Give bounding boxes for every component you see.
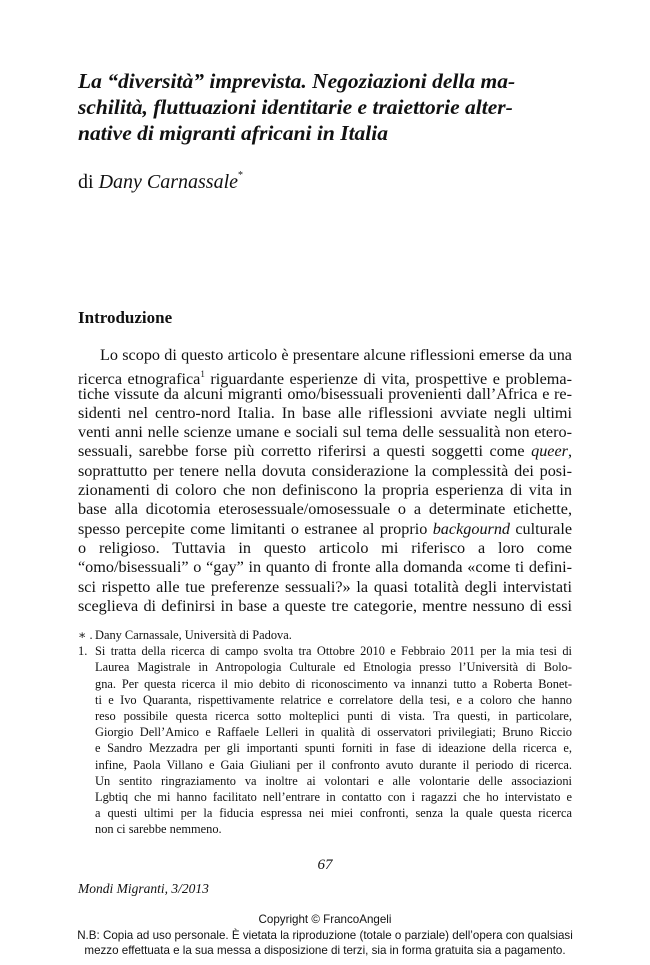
body-line bbox=[78, 462, 572, 481]
body-line-text: riguardante esperienze di vita, prospettive e problema- bbox=[204, 370, 572, 389]
emphasized-term: queer bbox=[531, 442, 568, 461]
body-line-text: sceglieva di definirsi in base a queste tre categorie, mentre nessuno di essi bbox=[78, 596, 572, 615]
title-line: native di migranti africani in Italia bbox=[78, 121, 388, 145]
body-line bbox=[78, 442, 572, 461]
footnote bbox=[78, 627, 572, 643]
body-line bbox=[78, 481, 572, 500]
body-line-text: , bbox=[567, 442, 572, 461]
section-heading: Introduzione bbox=[78, 308, 173, 327]
copyright-line: Copyright © FrancoAngeli bbox=[258, 913, 392, 926]
body-line-text: “omo/bisessuali” o “gay” in quanto di fronte alla domanda «come ti defini- bbox=[78, 558, 572, 577]
body-line bbox=[78, 423, 572, 442]
body-line bbox=[78, 500, 572, 519]
body-line-text: tiche vissute da alcuni migranti omo/bisessuali provenienti dall’Africa e re- bbox=[78, 384, 572, 403]
footnote-line: ti e Ivo Quaranta, rispettivamente relatrice e correlatore della tesi, e a coloro che hanno bbox=[95, 692, 572, 707]
footnote-marker: ∗ . bbox=[78, 628, 93, 642]
body-line bbox=[78, 385, 572, 404]
footnote-line: Giorgio Dell’Amico e Raffaele Lelleri in qualità di osservatori privilegiati; Bruno Riccio bbox=[95, 725, 572, 740]
footnote-marker: 1. bbox=[78, 644, 88, 659]
body-line bbox=[78, 520, 572, 539]
footnote-line: Lgbtiq che mi hanno facilitato nell’entrare in contatto con i ragazzi che ho intervistato e bbox=[95, 789, 572, 804]
author-byline bbox=[78, 170, 243, 194]
body-paragraph bbox=[78, 346, 572, 616]
footnotes bbox=[78, 627, 572, 837]
body-line-text: venti anni nelle scienze umane e sociali sul tema delle sessualità non etero- bbox=[78, 423, 572, 442]
footnote-line: infine, Paola Villano e Gaia Giuliani per il confronto avuto durante il periodo di ricerca. bbox=[95, 757, 572, 772]
body-line bbox=[78, 578, 572, 597]
author-name: Dany Carnassale bbox=[98, 171, 239, 193]
copyright-line: mezzo effettuata e la sua messa a disposizione di terzi, sia in forma gratuita sia a pagamento. bbox=[84, 944, 566, 957]
body-line-text: sci rispetto alle tue preferenze sessuali?» la quasi totalità degli intervistati bbox=[78, 577, 572, 596]
body-line-text: spesso percepite come limitanti o estranee al proprio bbox=[78, 519, 433, 538]
footnote bbox=[78, 643, 572, 837]
body-line-text: sessuali, sarebbe forse più corretto riferirsi a questi soggetti come bbox=[78, 442, 532, 461]
body-line bbox=[78, 597, 572, 616]
page-number: 67 bbox=[317, 857, 333, 873]
body-line-text: zionamenti di coloro che non definiscono la propria esperienza di vita in bbox=[78, 481, 572, 500]
footnote-line: a questi ultimi per la fiducia espressa nei miei confronti, senza la quale questa ricerca bbox=[95, 806, 572, 821]
footnote-text bbox=[95, 643, 572, 837]
footnote-line: Dany Carnassale, Università di Padova. bbox=[95, 628, 292, 642]
author-footnote-mark: * bbox=[238, 170, 244, 181]
body-line-text: sidenti nel centro-nord Italia. In base alle riflessioni avviate negli ultimi bbox=[78, 403, 572, 422]
body-line bbox=[78, 346, 572, 365]
author-prefix: di bbox=[78, 171, 94, 193]
body-line-text: soprattutto per tenere nella dovuta considerazione la complessità dei posi- bbox=[78, 461, 572, 480]
title-line: schilità, fluttuazioni identitarie e traiettorie alter- bbox=[78, 95, 513, 119]
body-line-text: base alla dicotomia eterosessuale/omosessuale o a determinate etichette, bbox=[78, 500, 572, 519]
footnote-line: reso possibile questa ricerca sotto molteplici punti di vista. Tra questi, in particolare, bbox=[95, 708, 572, 723]
footnote-reference: 1 bbox=[200, 369, 205, 380]
body-line-text: ricerca etnografica bbox=[78, 370, 201, 389]
body-line bbox=[78, 365, 572, 389]
footnote-line: Un sentito ringraziamento va inoltre ai volontari e alle volontarie delle associazioni bbox=[95, 773, 572, 788]
footnote-text bbox=[95, 627, 572, 643]
body-line-text: culturale bbox=[510, 519, 572, 538]
title-line: La “diversità” imprevista. Negoziazioni della ma- bbox=[78, 69, 516, 93]
body-line-text: Lo scopo di questo articolo è presentare alcune riflessioni emerse da una bbox=[100, 346, 572, 364]
body-line bbox=[78, 558, 572, 577]
body-line bbox=[78, 539, 572, 558]
footnote-line: e Sandro Mezzadra per gli importanti spunti forniti in fase di ideazione della ricerca e, bbox=[95, 741, 572, 756]
copyright-line: N.B: Copia ad uso personale. È vietata la riproduzione (totale o parziale) dell’opera con qualsiasi bbox=[77, 928, 573, 942]
footnote-line: Si tratta della ricerca di campo svolta tra Ottobre 2010 e Febbraio 2011 per la mia tesi di bbox=[95, 644, 572, 659]
emphasized-term: backgournd bbox=[432, 519, 511, 538]
body-line bbox=[78, 404, 572, 423]
body-line-text: o religioso. Tuttavia in questo articolo mi riferisco a loro come bbox=[78, 538, 572, 557]
journal-citation: Mondi Migranti, 3/2013 bbox=[78, 881, 209, 896]
footnote-line: non ci sarebbe nemmeno. bbox=[95, 822, 222, 837]
footnote-line: gna. Per questa ricerca il mio debito di riconoscimento va innanzi tutto a Roberta Bonet- bbox=[95, 676, 572, 691]
article-title bbox=[78, 68, 578, 146]
copyright-notice bbox=[0, 912, 650, 959]
footnote-line: Laurea Magistrale in Antropologia Culturale ed Etnologia presso l’Università di Bolo- bbox=[95, 660, 572, 675]
